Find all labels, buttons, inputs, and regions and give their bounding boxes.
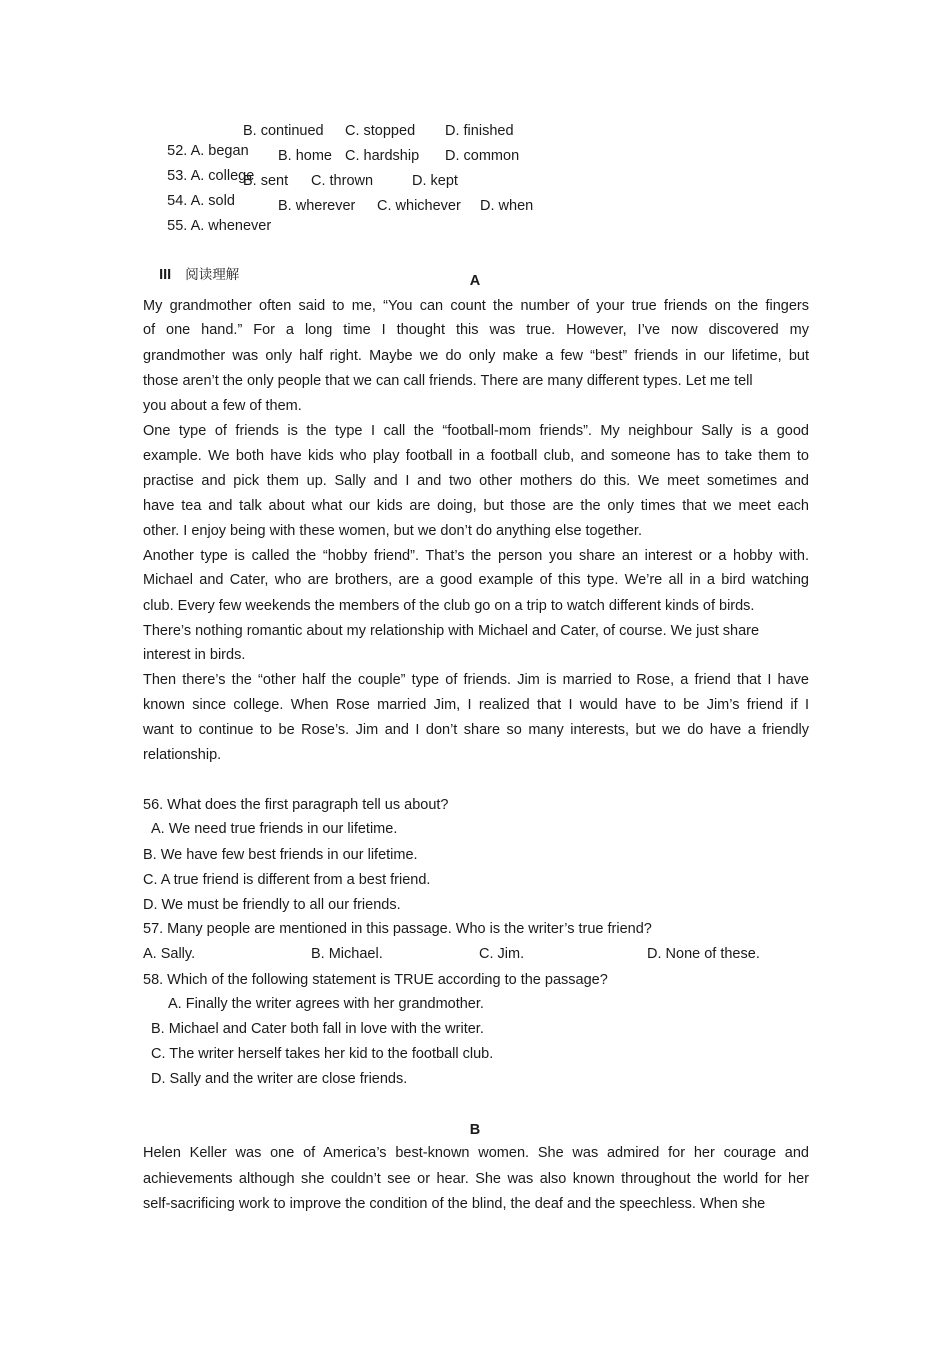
question-57: 57. Many people are mentioned in this passage. Who is the writer’s true friend? <box>143 921 652 937</box>
text-line: practise and pick them up. Sally and I and two other mothers do this. We meet sometimes and <box>143 473 809 489</box>
text-line: Another type is called the “hobby friend”. That’s the person you share an interest or a hobby with. <box>143 548 809 564</box>
text-line: achievements although she couldn’t see or hear. She was also known throughout the world for her <box>143 1171 809 1187</box>
passage-a-heading: A <box>469 273 481 289</box>
question-option: D. None of these. <box>647 946 760 962</box>
question-option: A. Sally. <box>143 946 196 962</box>
option-b: B. home <box>278 148 332 164</box>
option-d: D. when <box>480 198 534 214</box>
text-line: Helen Keller was one of America’s best-known women. She was admired for her courage and <box>143 1145 809 1161</box>
question-option: C. A true friend is different from a best friend. <box>143 872 431 888</box>
section-heading: III 阅读理解 <box>159 267 240 283</box>
question-option: C. Jim. <box>479 946 525 962</box>
option-d: D. common <box>445 148 520 164</box>
option-c: C. stopped <box>345 123 416 139</box>
option-row: 55. A. whenever <box>167 218 272 234</box>
option-b: B. sent <box>243 173 289 189</box>
text-line: club. Every few weekends the members of the club go on a trip to watch different kinds of birds. <box>143 598 755 614</box>
text-line: have tea and talk about what our kids are doing, but those are the only times that we meet each <box>143 498 809 514</box>
question-option: D. We must be friendly to all our friends. <box>143 897 401 913</box>
text-line: known since college. When Rose married Jim, I realized that I would have to be Jim’s friend if I <box>143 697 809 713</box>
text-line: There’s nothing romantic about my relationship with Michael and Cater, of course. We just share <box>143 623 760 639</box>
text-line: those aren’t the only people that we can call friends. There are many different types. Let me tell <box>143 373 753 389</box>
option-row: 54. A. sold <box>167 193 235 209</box>
text-line: interest in birds. <box>143 647 246 663</box>
text-line: of one hand.” For a long time I thought this was true. However, I’ve now discovered my <box>143 322 809 338</box>
question-option: B. Michael and Cater both fall in love with the writer. <box>151 1021 484 1037</box>
text-line: self-sacrificing work to improve the condition of the blind, the deaf and the speechless. When she <box>143 1196 766 1212</box>
text-line: My grandmother often said to me, “You can count the number of your true friends on the fingers <box>143 298 809 314</box>
question-option: D. Sally and the writer are close friends. <box>151 1071 408 1087</box>
option-row: 52. A. began <box>167 143 249 159</box>
text-line: Michael and Cater, who are brothers, are a good example of this type. We’re all in a bird watching <box>143 572 809 588</box>
question-58: 58. Which of the following statement is TRUE according to the passage? <box>143 972 608 988</box>
option-b: B. continued <box>243 123 324 139</box>
question-option: A. Finally the writer agrees with her grandmother. <box>168 996 484 1012</box>
option-b: B. wherever <box>278 198 356 214</box>
option-c: C. thrown <box>311 173 374 189</box>
text-line: relationship. <box>143 747 222 763</box>
question-option: B. Michael. <box>311 946 383 962</box>
text-line: One type of friends is the type I call the “football-mom friends”. My neighbour Sally is a good <box>143 423 809 439</box>
text-line: want to continue to be Rose’s. Jim and I don’t share so many interests, but we do have a friendly <box>143 722 809 738</box>
text-line: you about a few of them. <box>143 398 302 414</box>
question-option: A. We need true friends in our lifetime. <box>151 821 398 837</box>
text-line: example. We both have kids who play football in a football club, and someone has to take them to <box>143 448 809 464</box>
question-option: C. The writer herself takes her kid to the football club. <box>151 1046 494 1062</box>
passage-b-heading: B <box>469 1122 481 1138</box>
text-line: grandmother was only half right. Maybe we do only make a few “best” friends in our lifetime, but <box>143 348 809 364</box>
question-option: B. We have few best friends in our lifetime. <box>143 847 418 863</box>
text-line: Then there’s the “other half the couple” type of friends. Jim is married to Rose, a friend that I have <box>143 672 809 688</box>
option-c: C. whichever <box>377 198 461 214</box>
option-row: 53. A. college <box>167 168 255 184</box>
text-line: other. I enjoy being with these women, but we don’t do anything else together. <box>143 523 642 539</box>
option-c: C. hardship <box>345 148 420 164</box>
option-d: D. kept <box>412 173 458 189</box>
option-d: D. finished <box>445 123 514 139</box>
question-56: 56. What does the first paragraph tell us about? <box>143 797 449 813</box>
